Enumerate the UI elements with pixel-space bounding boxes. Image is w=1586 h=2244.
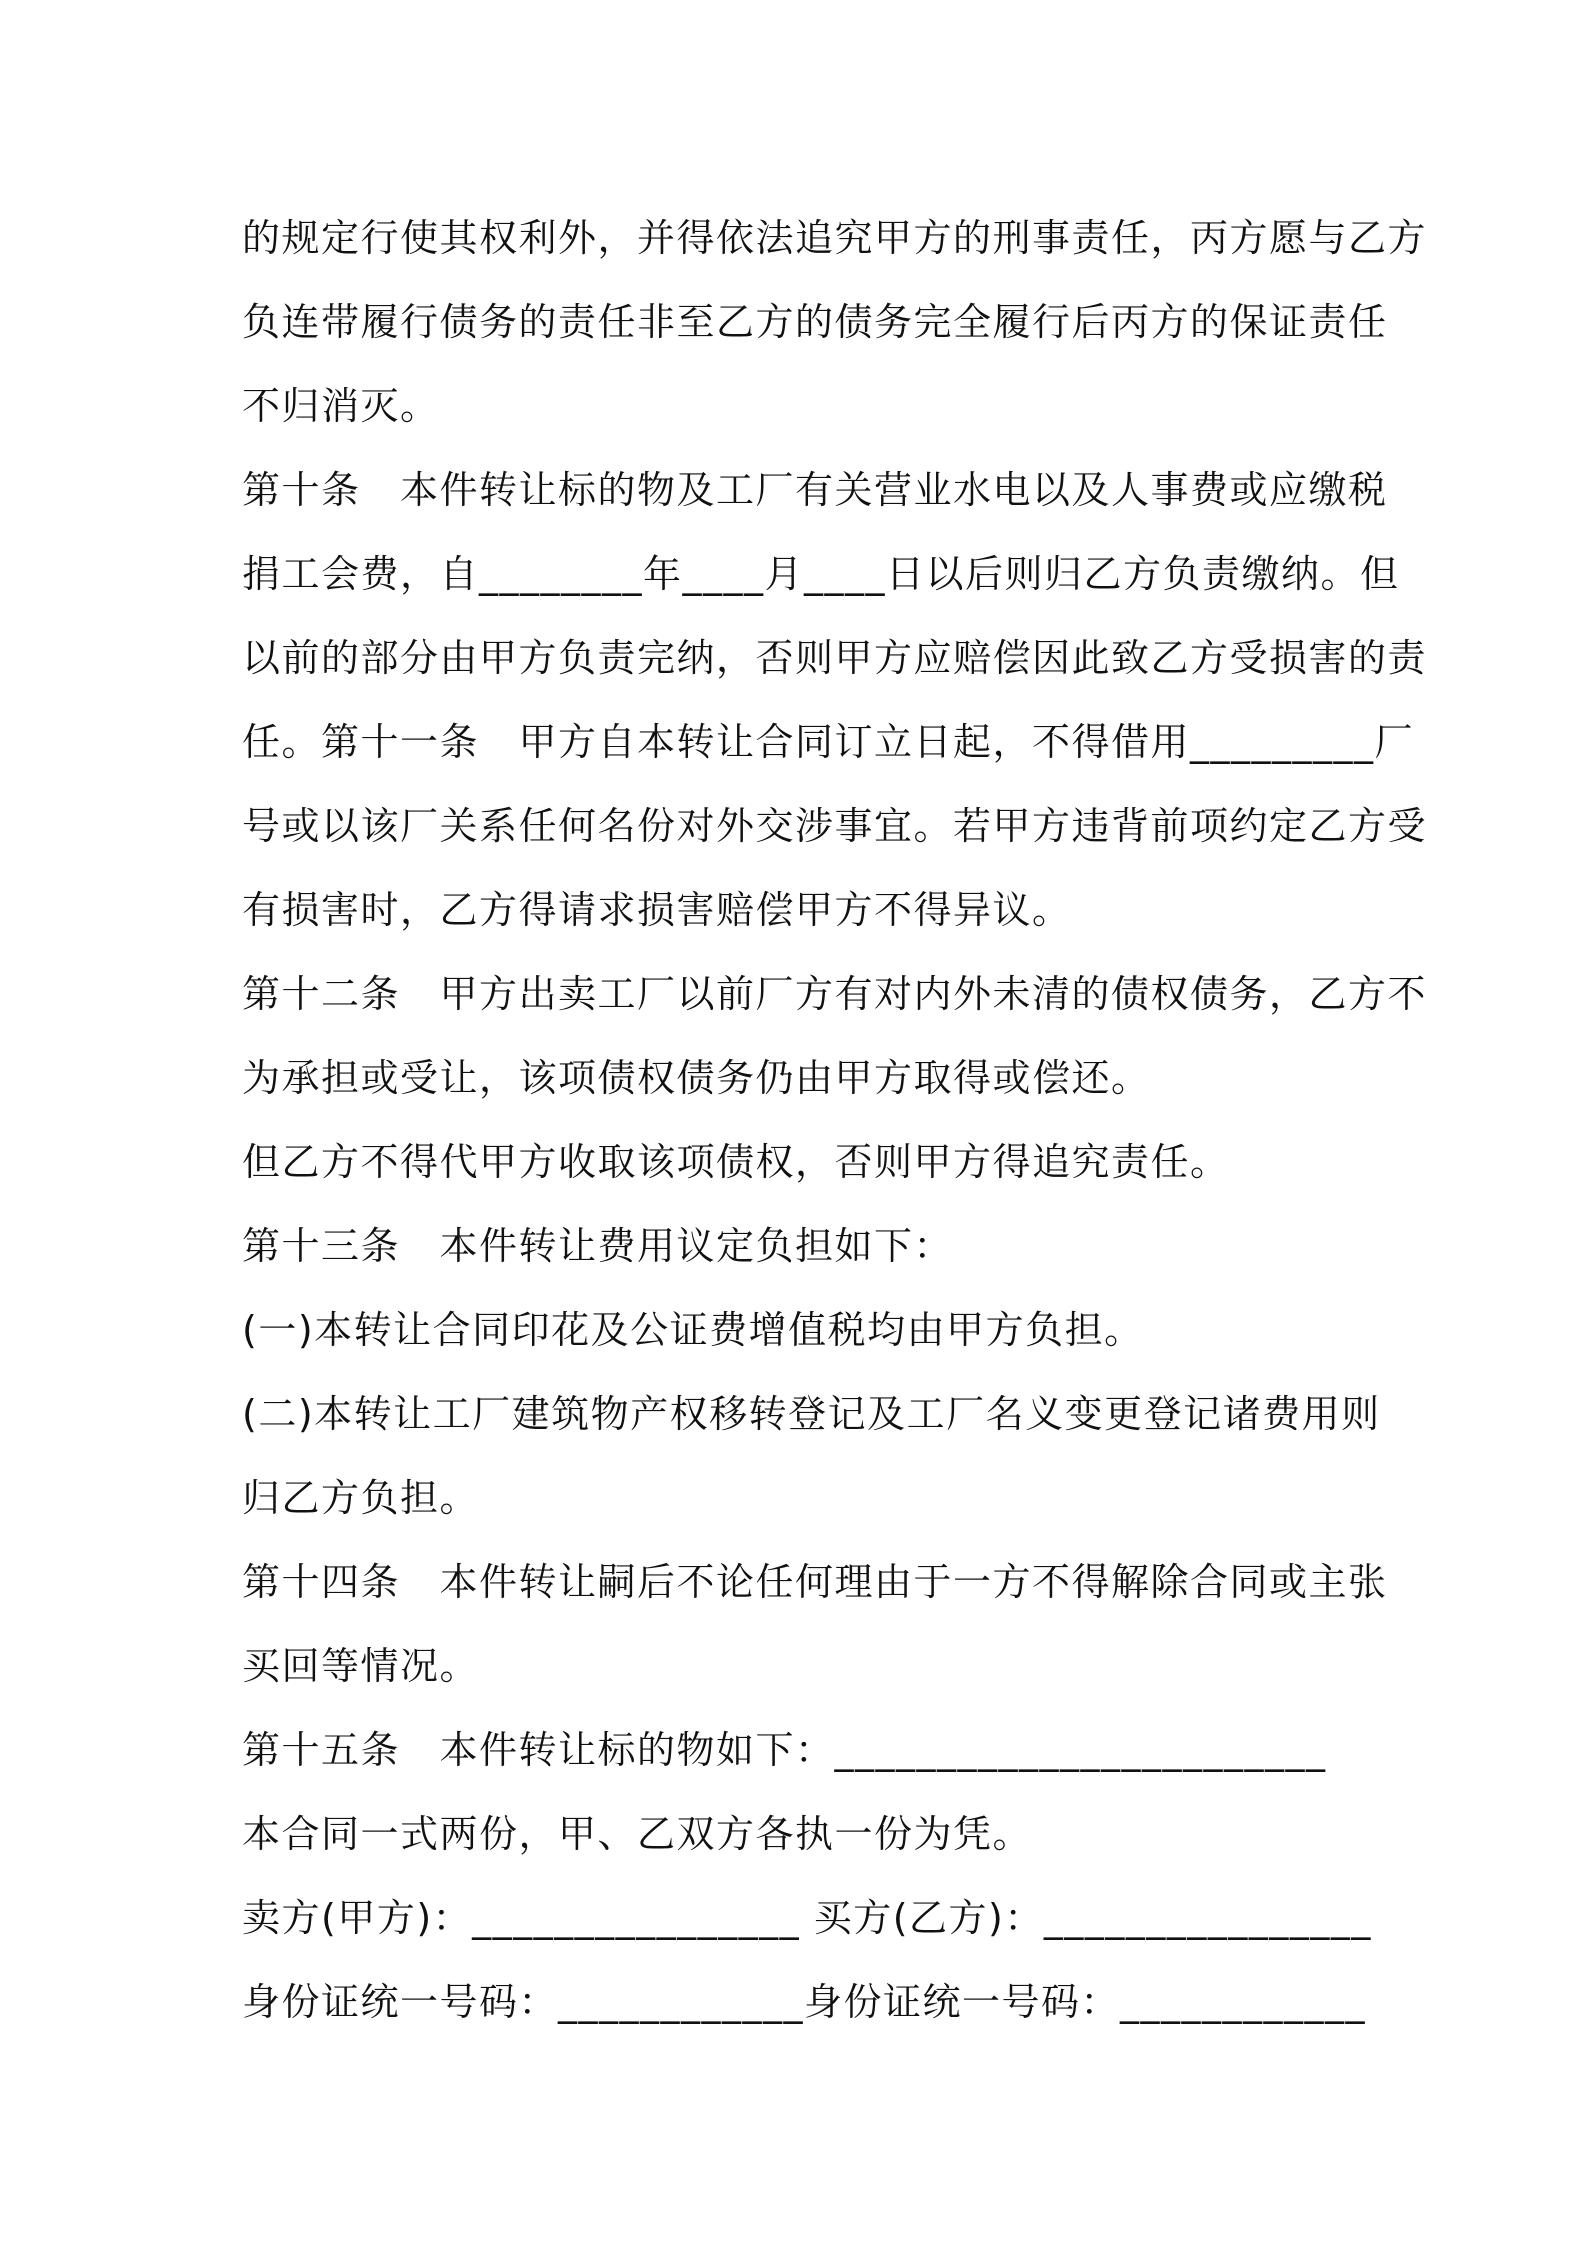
article-10-line-2: 捐工会费，自________年____月____日以后则归乙方负责缴纳。但 [242,552,1400,596]
article-13-heading: 第十三条 本件转让费用议定负担如下： [242,1224,954,1268]
article-11-line-2: 号或以该厂关系任何名份对外交涉事宜。若甲方违背前项约定乙方受 [242,804,1428,848]
id-number-line: 身份证统一号码：____________身份证统一号码：____________ [242,1980,1367,2024]
text-line-2: 负连带履行债务的责任非至乙方的债务完全履行后丙方的保证责任 [242,300,1388,344]
contract-body [242,196,1428,2044]
copies-statement: 本合同一式两份，甲、乙双方各执一份为凭。 [242,1812,1033,1856]
article-11-line-3: 有损害时，乙方得请求损害赔偿甲方不得异议。 [242,888,1072,932]
text-line-1: 的规定行使其权利外，并得依法追究甲方的刑事责任，丙方愿与乙方 [242,216,1428,260]
article-11-line-1: 任。第十一条 甲方自本转让合同订立日起，不得借用_________厂 [242,720,1415,764]
parties-signature-line: 卖方(甲方)：________________ 买方(乙方)：________________ [242,1896,1372,1940]
article-13-item-2-line-1: (二)本转让工厂建筑物产权移转登记及工厂名义变更登记诸费用则 [242,1392,1381,1436]
article-12-line-1: 第十二条 甲方出卖工厂以前厂方有对内外未清的债权债务，乙方不 [242,972,1428,1016]
article-15-line: 第十五条 本件转让标的物如下：________________________ [242,1728,1327,1772]
article-14-line-1: 第十四条 本件转让嗣后不论任何理由于一方不得解除合同或主张 [242,1560,1388,1604]
article-12-line-2: 为承担或受让，该项债权债务仍由甲方取得或偿还。 [242,1056,1151,1100]
article-13-item-2-line-2: 归乙方负担。 [242,1476,480,1520]
article-10-line-1: 第十条 本件转让标的物及工厂有关营业水电以及人事费或应缴税 [242,468,1388,512]
article-13-item-1: (一)本转让合同印花及公证费增值税均由甲方负担。 [242,1308,1144,1352]
article-12-line-3: 但乙方不得代甲方收取该项债权，否则甲方得追究责任。 [242,1140,1230,1184]
text-line-3: 不归消灭。 [242,384,440,428]
article-14-line-2: 买回等情况。 [242,1644,480,1688]
article-10-line-3: 以前的部分由甲方负责完纳，否则甲方应赔偿因此致乙方受损害的责 [242,636,1428,680]
